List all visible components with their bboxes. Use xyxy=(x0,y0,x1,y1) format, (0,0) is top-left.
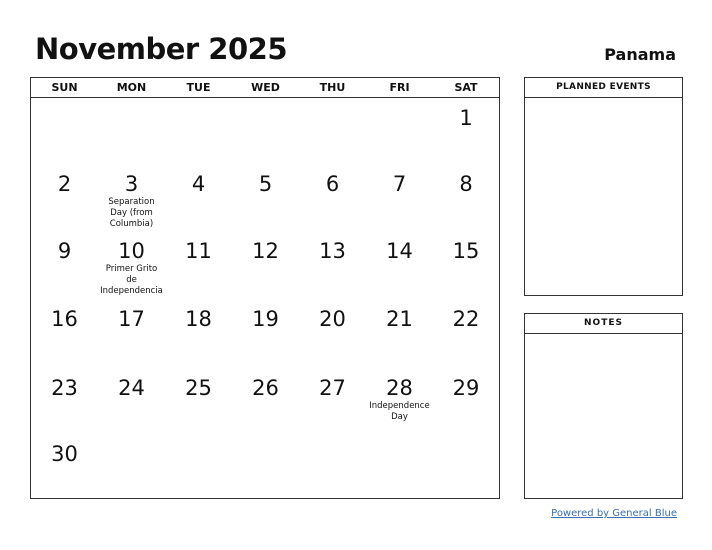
day-number: 9 xyxy=(57,239,72,263)
day-number: 28 xyxy=(386,376,413,400)
calendar-day-cell[interactable] xyxy=(31,164,98,231)
calendar-day-cell xyxy=(98,98,165,164)
dow-thursday: THU xyxy=(319,81,346,94)
day-number: 5 xyxy=(258,172,273,196)
dow-sunday: SUN xyxy=(51,81,78,94)
calendar-day-cell[interactable] xyxy=(299,231,366,299)
day-number: 27 xyxy=(319,376,346,400)
calendar-day-cell xyxy=(299,98,366,164)
calendar-weeks xyxy=(31,98,499,501)
calendar-day-cell[interactable] xyxy=(31,299,98,368)
day-number: 11 xyxy=(185,239,212,263)
calendar-day-cell[interactable] xyxy=(98,231,165,299)
day-number: 21 xyxy=(386,307,413,331)
page-title: November 2025 xyxy=(35,32,288,66)
calendar-day-cell[interactable] xyxy=(433,299,499,368)
day-number: 29 xyxy=(452,376,480,400)
day-number: 30 xyxy=(51,442,78,466)
calendar-day-cell xyxy=(98,434,165,501)
day-number: 4 xyxy=(191,172,206,196)
day-number: 15 xyxy=(452,239,480,263)
day-number: 3 xyxy=(124,172,139,196)
calendar-day-cell[interactable] xyxy=(98,164,165,231)
calendar-day-cell xyxy=(232,434,299,501)
calendar-day-cell[interactable] xyxy=(232,164,299,231)
day-number: 2 xyxy=(57,172,72,196)
day-number: 23 xyxy=(51,376,78,400)
day-number: 19 xyxy=(252,307,279,331)
calendar-day-cell[interactable] xyxy=(165,164,232,231)
day-number: 17 xyxy=(118,307,145,331)
planned-events-heading: PLANNED EVENTS xyxy=(525,78,682,98)
calendar-day-cell xyxy=(232,98,299,164)
powered-by-link[interactable]: Powered by General Blue xyxy=(551,508,677,519)
calendar-day-cell[interactable] xyxy=(366,299,433,368)
day-number: 25 xyxy=(185,376,212,400)
calendar-day-cell[interactable] xyxy=(366,164,433,231)
day-number: 22 xyxy=(452,307,480,331)
dow-friday: FRI xyxy=(389,81,410,94)
day-number: 18 xyxy=(185,307,212,331)
calendar-day-cell[interactable] xyxy=(232,231,299,299)
calendar-day-cell[interactable] xyxy=(98,368,165,434)
calendar-day-cell[interactable] xyxy=(299,299,366,368)
calendar-week-row xyxy=(31,299,499,368)
day-number: 7 xyxy=(392,172,407,196)
calendar-day-cell xyxy=(299,434,366,501)
dow-monday: MON xyxy=(116,81,147,94)
calendar-day-cell[interactable] xyxy=(299,164,366,231)
calendar-day-cell[interactable] xyxy=(232,299,299,368)
calendar-day-cell[interactable] xyxy=(165,299,232,368)
day-number: 1 xyxy=(459,106,473,130)
holiday-label: Separation Day (from Columbia) xyxy=(108,197,155,229)
day-number: 12 xyxy=(252,239,279,263)
calendar-day-cell[interactable] xyxy=(31,368,98,434)
calendar-day-cell[interactable] xyxy=(433,164,499,231)
holiday-label: Independence Day xyxy=(369,401,430,422)
calendar-day-cell xyxy=(366,98,433,164)
day-number: 8 xyxy=(459,172,473,196)
calendar-day-cell xyxy=(165,98,232,164)
planned-events-panel xyxy=(524,77,683,296)
notes-panel xyxy=(524,313,683,499)
calendar-day-cell[interactable] xyxy=(165,231,232,299)
dow-wednesday: WED xyxy=(251,81,280,94)
calendar-day-cell[interactable] xyxy=(433,98,499,164)
day-number: 10 xyxy=(118,239,145,263)
calendar-day-cell[interactable] xyxy=(433,368,499,434)
calendar-day-cell[interactable] xyxy=(165,368,232,434)
calendar-week-row xyxy=(31,164,499,231)
calendar-week-row xyxy=(31,231,499,299)
calendar-day-cell xyxy=(165,434,232,501)
calendar-day-cell[interactable] xyxy=(31,434,98,501)
calendar-day-cell[interactable] xyxy=(232,368,299,434)
calendar-day-cell[interactable] xyxy=(433,231,499,299)
calendar-grid xyxy=(30,77,500,499)
day-of-week-header xyxy=(31,78,499,98)
calendar-week-row xyxy=(31,98,499,164)
day-number: 14 xyxy=(386,239,413,263)
day-number: 20 xyxy=(319,307,346,331)
day-number: 6 xyxy=(325,172,340,196)
calendar-day-cell[interactable] xyxy=(31,231,98,299)
dow-tuesday: TUE xyxy=(186,81,211,94)
calendar-day-cell[interactable] xyxy=(299,368,366,434)
calendar-day-cell xyxy=(31,98,98,164)
calendar-week-row xyxy=(31,368,499,434)
holiday-label: Primer Grito de Independencia xyxy=(100,264,163,296)
calendar-day-cell xyxy=(433,434,499,501)
calendar-week-row xyxy=(31,434,499,501)
calendar-day-cell[interactable] xyxy=(366,231,433,299)
notes-heading: NOTES xyxy=(525,314,682,334)
day-number: 16 xyxy=(51,307,78,331)
calendar-day-cell[interactable] xyxy=(366,368,433,434)
day-number: 24 xyxy=(118,376,145,400)
day-number: 26 xyxy=(252,376,279,400)
day-number: 13 xyxy=(319,239,346,263)
calendar-day-cell xyxy=(366,434,433,501)
country-label: Panama xyxy=(604,45,676,64)
calendar-day-cell[interactable] xyxy=(98,299,165,368)
dow-saturday: SAT xyxy=(454,81,478,94)
